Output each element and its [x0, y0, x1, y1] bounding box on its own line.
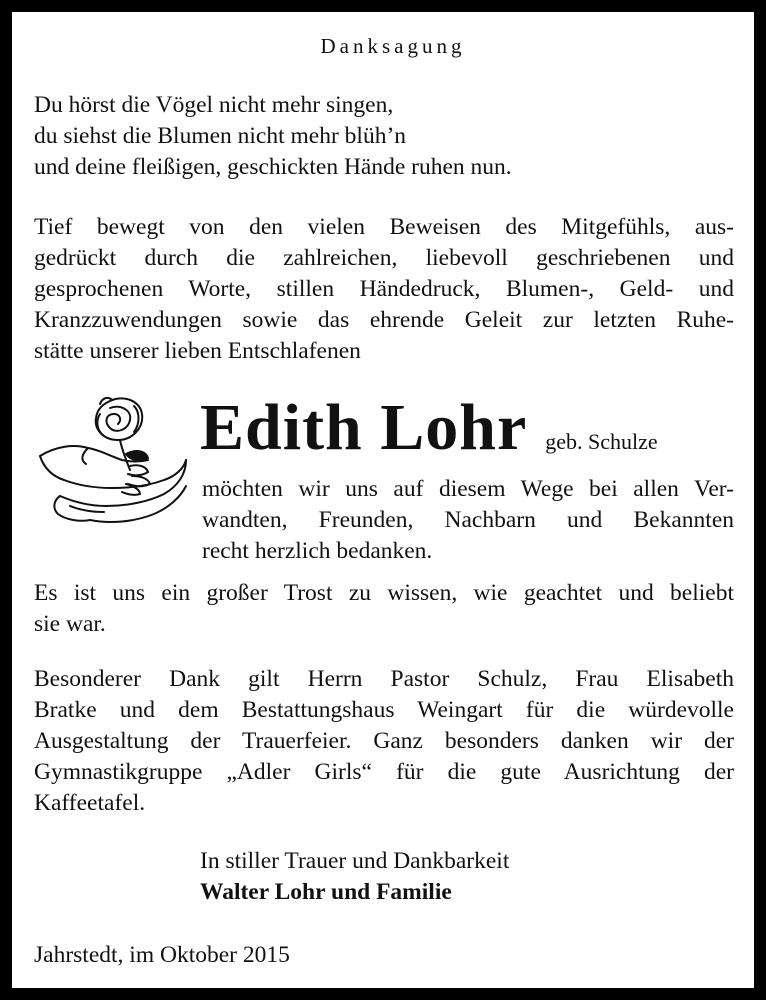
signature: Walter Lohr und Familie — [200, 879, 452, 905]
closing-line: In stiller Trauer und Dankbarkeit — [200, 848, 510, 874]
poem-line: und deine fleißigen, geschickten Hände ruhen nun. — [34, 154, 512, 180]
text-line: gedrückt durch die zahlreichen, liebevoll geschriebenen und — [34, 245, 734, 271]
text-line: sie war. — [34, 611, 106, 637]
text-line: Kranzzuwendungen sowie das ehrende Geleit zur letzten Ruhe- — [34, 307, 734, 333]
text-line: Ausgestaltung der Trauerfeier. Ganz besonders danken wir der — [34, 728, 734, 754]
text-line: möchten wir uns auf diesem Wege bei allen Ver- — [202, 476, 734, 502]
deceased-name-row — [200, 390, 658, 466]
thanks-paragraph — [34, 212, 734, 367]
obituary-notice — [12, 12, 754, 988]
text-line: Besonderer Dank gilt Herrn Pastor Schulz, Frau Elisabeth — [34, 666, 734, 692]
text-line: wandten, Freunden, Nachbarn und Bekannten — [202, 507, 734, 533]
maiden-name: geb. Schulze — [545, 429, 658, 454]
notice-title: Danksagung — [320, 34, 466, 58]
poem — [34, 90, 734, 183]
special-thanks-paragraph — [34, 664, 734, 819]
text-line: Tief bewegt von den vielen Beweisen des Mitgefühls, aus- — [34, 214, 734, 240]
after-name-paragraph — [202, 474, 734, 567]
trost-paragraph — [34, 578, 734, 640]
text-line: stätte unserer lieben Entschlafenen — [34, 338, 361, 364]
text-line: Kaffeetafel. — [34, 790, 146, 816]
text-line: gesprochenen Worte, stillen Händedruck, Blumen-, Geld- und — [34, 276, 734, 302]
text-line: recht herzlich bedanken. — [202, 538, 433, 564]
closing — [200, 846, 509, 908]
text-line: Bratke und dem Bestattungshaus Weingart für die würdevolle — [34, 697, 734, 723]
place-date: Jahrstedt, im Oktober 2015 — [34, 942, 290, 968]
poem-line: du siehst die Blumen nicht mehr blüh’n — [34, 123, 407, 149]
text-line: Gymnastikgruppe „Adler Girls“ für die gute Ausrichtung der — [34, 759, 734, 785]
deceased-name: Edith Lohr — [200, 391, 528, 464]
rose-in-hands-icon — [30, 390, 190, 530]
poem-line: Du hörst die Vögel nicht mehr singen, — [34, 92, 394, 118]
text-line: Es ist uns ein großer Trost zu wissen, wie geachtet und beliebt — [34, 580, 734, 606]
